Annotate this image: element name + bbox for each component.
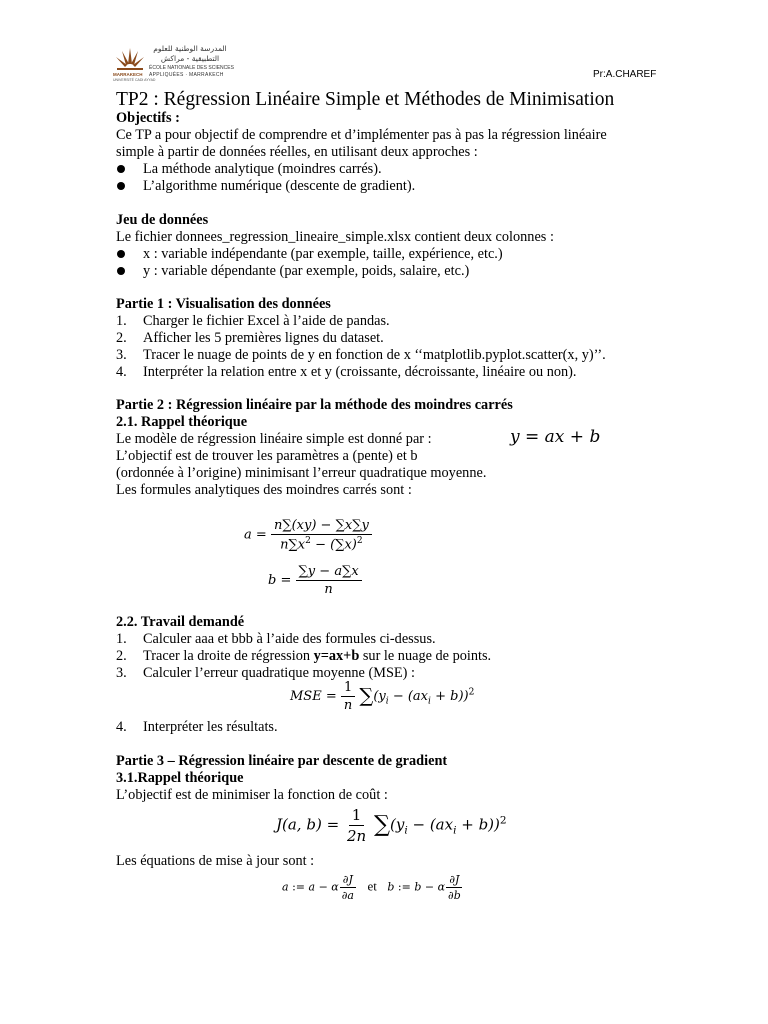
partie2-line1: Le modèle de régression linéaire simple est donné par : [116,431,432,447]
partie3-heading: Partie 3 – Régression linéaire par descente de gradient [116,753,448,769]
jeu-heading: Jeu de données [116,212,209,228]
partie2-item-4: Interpréter les résultats. [143,719,278,735]
formula-update: a := a − α $\frac{\partial J}{\partial a}$ et b := b − α $\frac{\partial J}{\partial b}$ [282,873,461,902]
partie2-item-3: Calculer l’erreur quadratique moyenne (MSE) : [143,665,415,681]
logo-small-left-text: MARRAKECH [113,72,143,77]
objectifs-bullet-2: L’algorithme numérique (descente de gradient). [143,178,416,194]
partie1-heading: Partie 1 : Visualisation des données [116,296,331,312]
list-number: 4. [116,364,127,380]
list-number: 3. [116,665,127,681]
page-title: TP2 : Régression Linéaire Simple et Méthodes de Minimisation [116,89,615,110]
jeu-line1: Le fichier donnees_regression_lineaire_simple.xlsx contient deux colonnes : [116,229,554,245]
author-label: Pr:A.CHAREF [593,69,657,80]
logo-arabic-line1: المدرسة الوطنية للعلوم [153,44,227,53]
jeu-bullet-2: y : variable dépendante (par exemple, poids, salaire, etc.) [143,263,470,279]
partie1-item-2: Afficher les 5 premières lignes du dataset. [143,330,384,346]
partie2-item-2 [143,648,491,665]
objectifs-line2: simple à partir de données réelles, en utilisant deux approches : [116,144,478,160]
partie2-heading: Partie 2 : Régression linéaire par la méthode des moindres carrés [116,397,513,413]
partie1-item-4: Interpréter la relation entre x et y (croissante, décroissante, linéaire ou non). [143,364,577,380]
objectifs-bullet-1: La méthode analytique (moindres carrés). [143,161,382,177]
formula-a: a = $\frac{n\sum(xy) - \sum x\sum y}{n\sum x^2 - (\sum x)^2}$ [244,518,372,552]
logo-small-left-text-2: UNIVERSITÉ CADI AYYAD [113,78,156,82]
list-number: 2. [116,330,127,346]
partie1-item-1: Charger le fichier Excel à l’aide de pandas. [143,313,390,329]
objectifs-heading: Objectifs : [116,110,180,126]
list-number: 2. [116,648,127,664]
partie2-sub2: 2.2. Travail demandé [116,614,245,630]
logo-arabic-line2: التطبيقية - مراكش [160,54,220,63]
list-number: 3. [116,347,127,363]
update-et-text: et [367,878,377,894]
list-number: 1. [116,631,127,647]
partie1-item-3: Tracer le nuage de points de y en fonction de x ‘‘matplotlib.pyplot.scatter(x, y)’’. [143,347,606,363]
bullet-icon [117,267,125,275]
objectifs-line1: Ce TP a pour objectif de comprendre et d’implémenter pas à pas la régression linéaire [116,127,607,143]
partie3-sub1: 3.1.Rappel théorique [116,770,244,786]
bullet-icon [117,250,125,258]
partie2-line4: Les formules analytiques des moindres carrés sont : [116,482,412,498]
bullet-icon [117,165,125,173]
formula-mse: MSE = $\frac{1}{n}$ $\sum(y_i - (ax_i + b))^2$ [290,680,475,713]
partie2-line2: L’objectif est de trouver les paramètres a (pente) et b [116,448,418,464]
list-number: 1. [116,313,127,329]
partie3-line1: L’objectif est de minimiser la fonction de coût : [116,787,388,803]
partie2-sub1: 2.1. Rappel théorique [116,414,248,430]
jeu-bullet-1: x : variable indépendante (par exemple, taille, expérience, etc.) [143,246,503,262]
partie2-item-2-pre: Tracer la droite de régression [143,648,314,664]
partie2-line3: (ordonnée à l’origine) minimisant l’erreur quadratique moyenne. [116,465,487,481]
school-logo [113,42,233,92]
logo-french-line1: ÉCOLE NATIONALE DES SCIENCES [149,65,234,71]
bullet-icon [117,182,125,190]
formula-cost: J(a, b) = $\frac{1}{2n}$ $\sum(y_i - (ax_i + b))^2$ [276,806,507,845]
list-number: 4. [116,719,127,735]
formula-b: b = $\frac{\sum y - a\sum x}{n}$ [268,564,362,597]
partie2-item-2-post: sur le nuage de points. [359,648,492,664]
logo-french-line2: APPLIQUÉES · MARRAKECH [149,72,224,78]
partie2-item-2-bold: y=ax+b [313,648,360,664]
partie3-line2: Les équations de mise à jour sont : [116,853,315,869]
model-equation: y = ax + b [510,427,601,447]
partie2-item-1: Calculer aaa et bbb à l’aide des formules ci-dessus. [143,631,436,647]
